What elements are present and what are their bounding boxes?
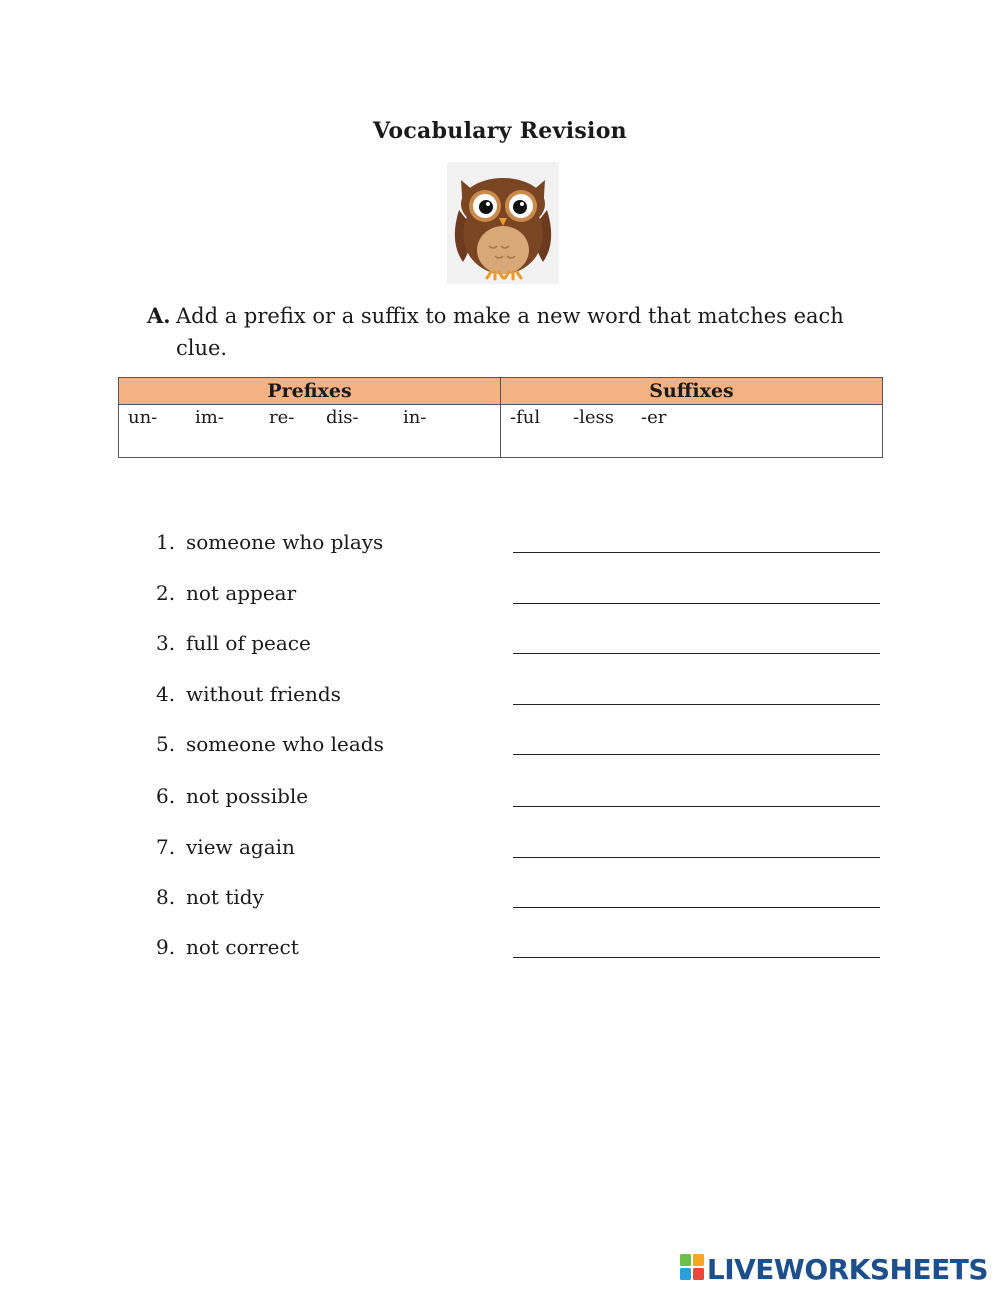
question-clue: full of peace bbox=[186, 631, 311, 655]
question-row bbox=[156, 581, 886, 613]
liveworksheets-brand[interactable] bbox=[680, 1254, 988, 1284]
suffix-item: -less bbox=[573, 407, 614, 428]
live-logo-icon bbox=[680, 1254, 704, 1284]
answer-line[interactable] bbox=[513, 806, 880, 807]
prefix-item: dis- bbox=[326, 407, 359, 428]
question-row bbox=[156, 682, 886, 714]
prefix-item: re- bbox=[269, 407, 295, 428]
question-number: 6. bbox=[156, 784, 176, 808]
question-row bbox=[156, 935, 886, 967]
question-row bbox=[156, 530, 886, 562]
question-number: 7. bbox=[156, 835, 176, 859]
answer-line[interactable] bbox=[513, 704, 880, 705]
prefix-item: in- bbox=[403, 407, 427, 428]
question-number: 2. bbox=[156, 581, 176, 605]
question-number: 3. bbox=[156, 631, 176, 655]
question-number: 8. bbox=[156, 885, 176, 909]
prefix-item: im- bbox=[195, 407, 224, 428]
question-clue: view again bbox=[186, 835, 295, 859]
suffixes-cell bbox=[501, 405, 883, 458]
question-number: 4. bbox=[156, 682, 176, 706]
answer-line[interactable] bbox=[513, 754, 880, 755]
brand-name: LIVEWORKSHEETS bbox=[706, 1252, 988, 1286]
question-row bbox=[156, 835, 886, 867]
question-clue: someone who leads bbox=[186, 732, 384, 756]
answer-line[interactable] bbox=[513, 552, 880, 553]
answer-line[interactable] bbox=[513, 857, 880, 858]
owl-illustration bbox=[447, 162, 559, 284]
question-row bbox=[156, 784, 886, 816]
answer-line[interactable] bbox=[513, 907, 880, 908]
suffix-item: -ful bbox=[510, 407, 541, 428]
question-clue: someone who plays bbox=[186, 530, 384, 554]
question-row bbox=[156, 732, 886, 764]
question-number: 9. bbox=[156, 935, 176, 959]
worksheet-title: Vocabulary Revision bbox=[373, 118, 627, 144]
prefixes-header: Prefixes bbox=[119, 378, 501, 405]
question-clue: not correct bbox=[186, 935, 299, 959]
prefix-item: un- bbox=[128, 407, 158, 428]
instruction-text: Add a prefix or a suffix to make a new word that matches each clue. bbox=[176, 304, 844, 360]
affix-table bbox=[118, 377, 883, 458]
suffix-item: -er bbox=[641, 407, 667, 428]
question-clue: not tidy bbox=[186, 885, 264, 909]
answer-line[interactable] bbox=[513, 653, 880, 654]
question-number: 5. bbox=[156, 732, 176, 756]
question-number: 1. bbox=[156, 530, 176, 554]
answer-line[interactable] bbox=[513, 957, 880, 958]
question-row bbox=[156, 885, 886, 917]
question-clue: not possible bbox=[186, 784, 309, 808]
suffixes-header: Suffixes bbox=[501, 378, 883, 405]
question-clue: without friends bbox=[186, 682, 341, 706]
answer-line[interactable] bbox=[513, 603, 880, 604]
question-row bbox=[156, 631, 886, 663]
instruction-block bbox=[147, 300, 847, 364]
prefixes-cell bbox=[119, 405, 501, 458]
question-clue: not appear bbox=[186, 581, 297, 605]
section-letter: A. bbox=[147, 303, 171, 328]
